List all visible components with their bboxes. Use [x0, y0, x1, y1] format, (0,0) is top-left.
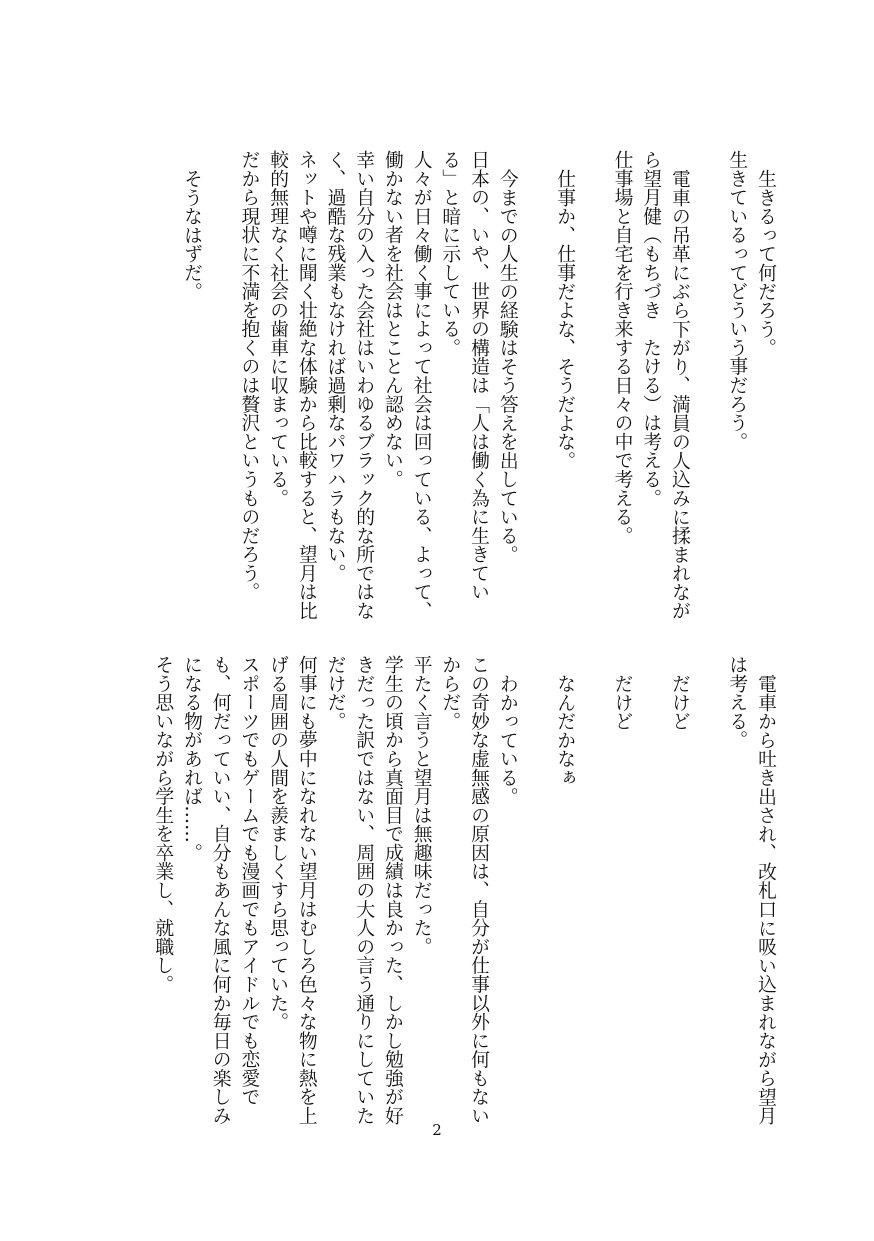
text-line: そう思いながら学生を卒業し、就職し。: [152, 655, 174, 994]
text-line: 生きるって何だろう。: [755, 168, 776, 357]
blank-line: [693, 150, 722, 620]
text-line: 仕事場と自宅を行き来する日々の中で考える。: [611, 150, 633, 545]
text-line: 人々が日々働く事によって社会は回っている、よって、: [410, 150, 432, 620]
text-line: ら望月健（もちづき たける）は考える。: [640, 150, 662, 508]
lower-text-tier: [148, 655, 779, 1125]
text-line: 平たく言うと望月は無趣味だった。: [410, 655, 432, 956]
upper-text-tier: [176, 150, 779, 620]
text-line: なんだかなぁ: [554, 673, 576, 787]
text-line: きだった訳ではない、周囲の大人の言う通りにしていた: [353, 655, 375, 1125]
text-line: げる周囲の人間を羨ましくすら思っていた。: [267, 655, 289, 1031]
blank-line: [521, 150, 550, 620]
blank-line: [521, 655, 550, 1125]
blank-line: [636, 655, 665, 1125]
text-line: も、何だっていい、自分もあんな風に何か毎日の楽しみ: [209, 655, 231, 1125]
text-line: 今までの人生の経験はそう答えを出している。: [496, 168, 518, 564]
text-line: 日本の、いや、世界の構造は「人は働く為に生きてい: [468, 150, 490, 601]
text-line: そうなはずだ。: [181, 168, 202, 301]
text-line: く、過酷な残業もなければ過剰なパワハラもない。: [324, 150, 346, 583]
text-line: は考える。: [726, 655, 748, 749]
text-line: だけど: [611, 673, 633, 731]
text-line: わかっている。: [496, 673, 518, 806]
text-line: 働かない者を社会はとことん認めない。: [381, 150, 403, 489]
blank-line: [205, 150, 234, 620]
text-line: ネットや噂に聞く壮絶な体験から比較すると、望月は比: [295, 150, 317, 620]
text-line: 電車の吊革にぶら下がり、満員の人込みに揉まれなが: [668, 168, 690, 620]
text-line: だから現状に不満を抱くのは贅沢というものだろう。: [238, 150, 260, 601]
text-line: 仕事か、仕事だよな、そうだよな。: [554, 168, 576, 470]
blank-line: [578, 150, 607, 620]
text-line: からだ。: [439, 655, 461, 731]
text-line: スポーツでもゲームでも漫画でもアイドルでも恋愛で: [238, 655, 260, 1106]
text-line: 生きているってどういう事だろう。: [726, 150, 748, 451]
text-line: る」と暗に示している。: [439, 150, 461, 357]
text-line: だけだ。: [324, 655, 346, 731]
page-number: 2: [432, 1121, 442, 1139]
text-line: 学生の頃から真面目で成績は良かった、しかし勉強が好: [381, 655, 403, 1125]
text-line: 何事にも夢中になれない望月はむしろ色々な物に熱を上: [295, 655, 317, 1125]
blank-line: [693, 655, 722, 1125]
blank-line: [578, 655, 607, 1125]
text-line: 較的無理なく社会の歯車に収まっている。: [267, 150, 289, 508]
text-line: になる物があれば……。: [181, 655, 202, 862]
text-line: 幸い自分の入った会社はいわゆるブラック的な所ではな: [353, 150, 375, 620]
text-line: だけど: [668, 673, 690, 731]
text-line: 電車から吐き出され、改札口に吸い込まれながら望月: [755, 673, 776, 1125]
text-line: この奇妙な虚無感の原因は、自分が仕事以外に何もない: [468, 655, 490, 1125]
